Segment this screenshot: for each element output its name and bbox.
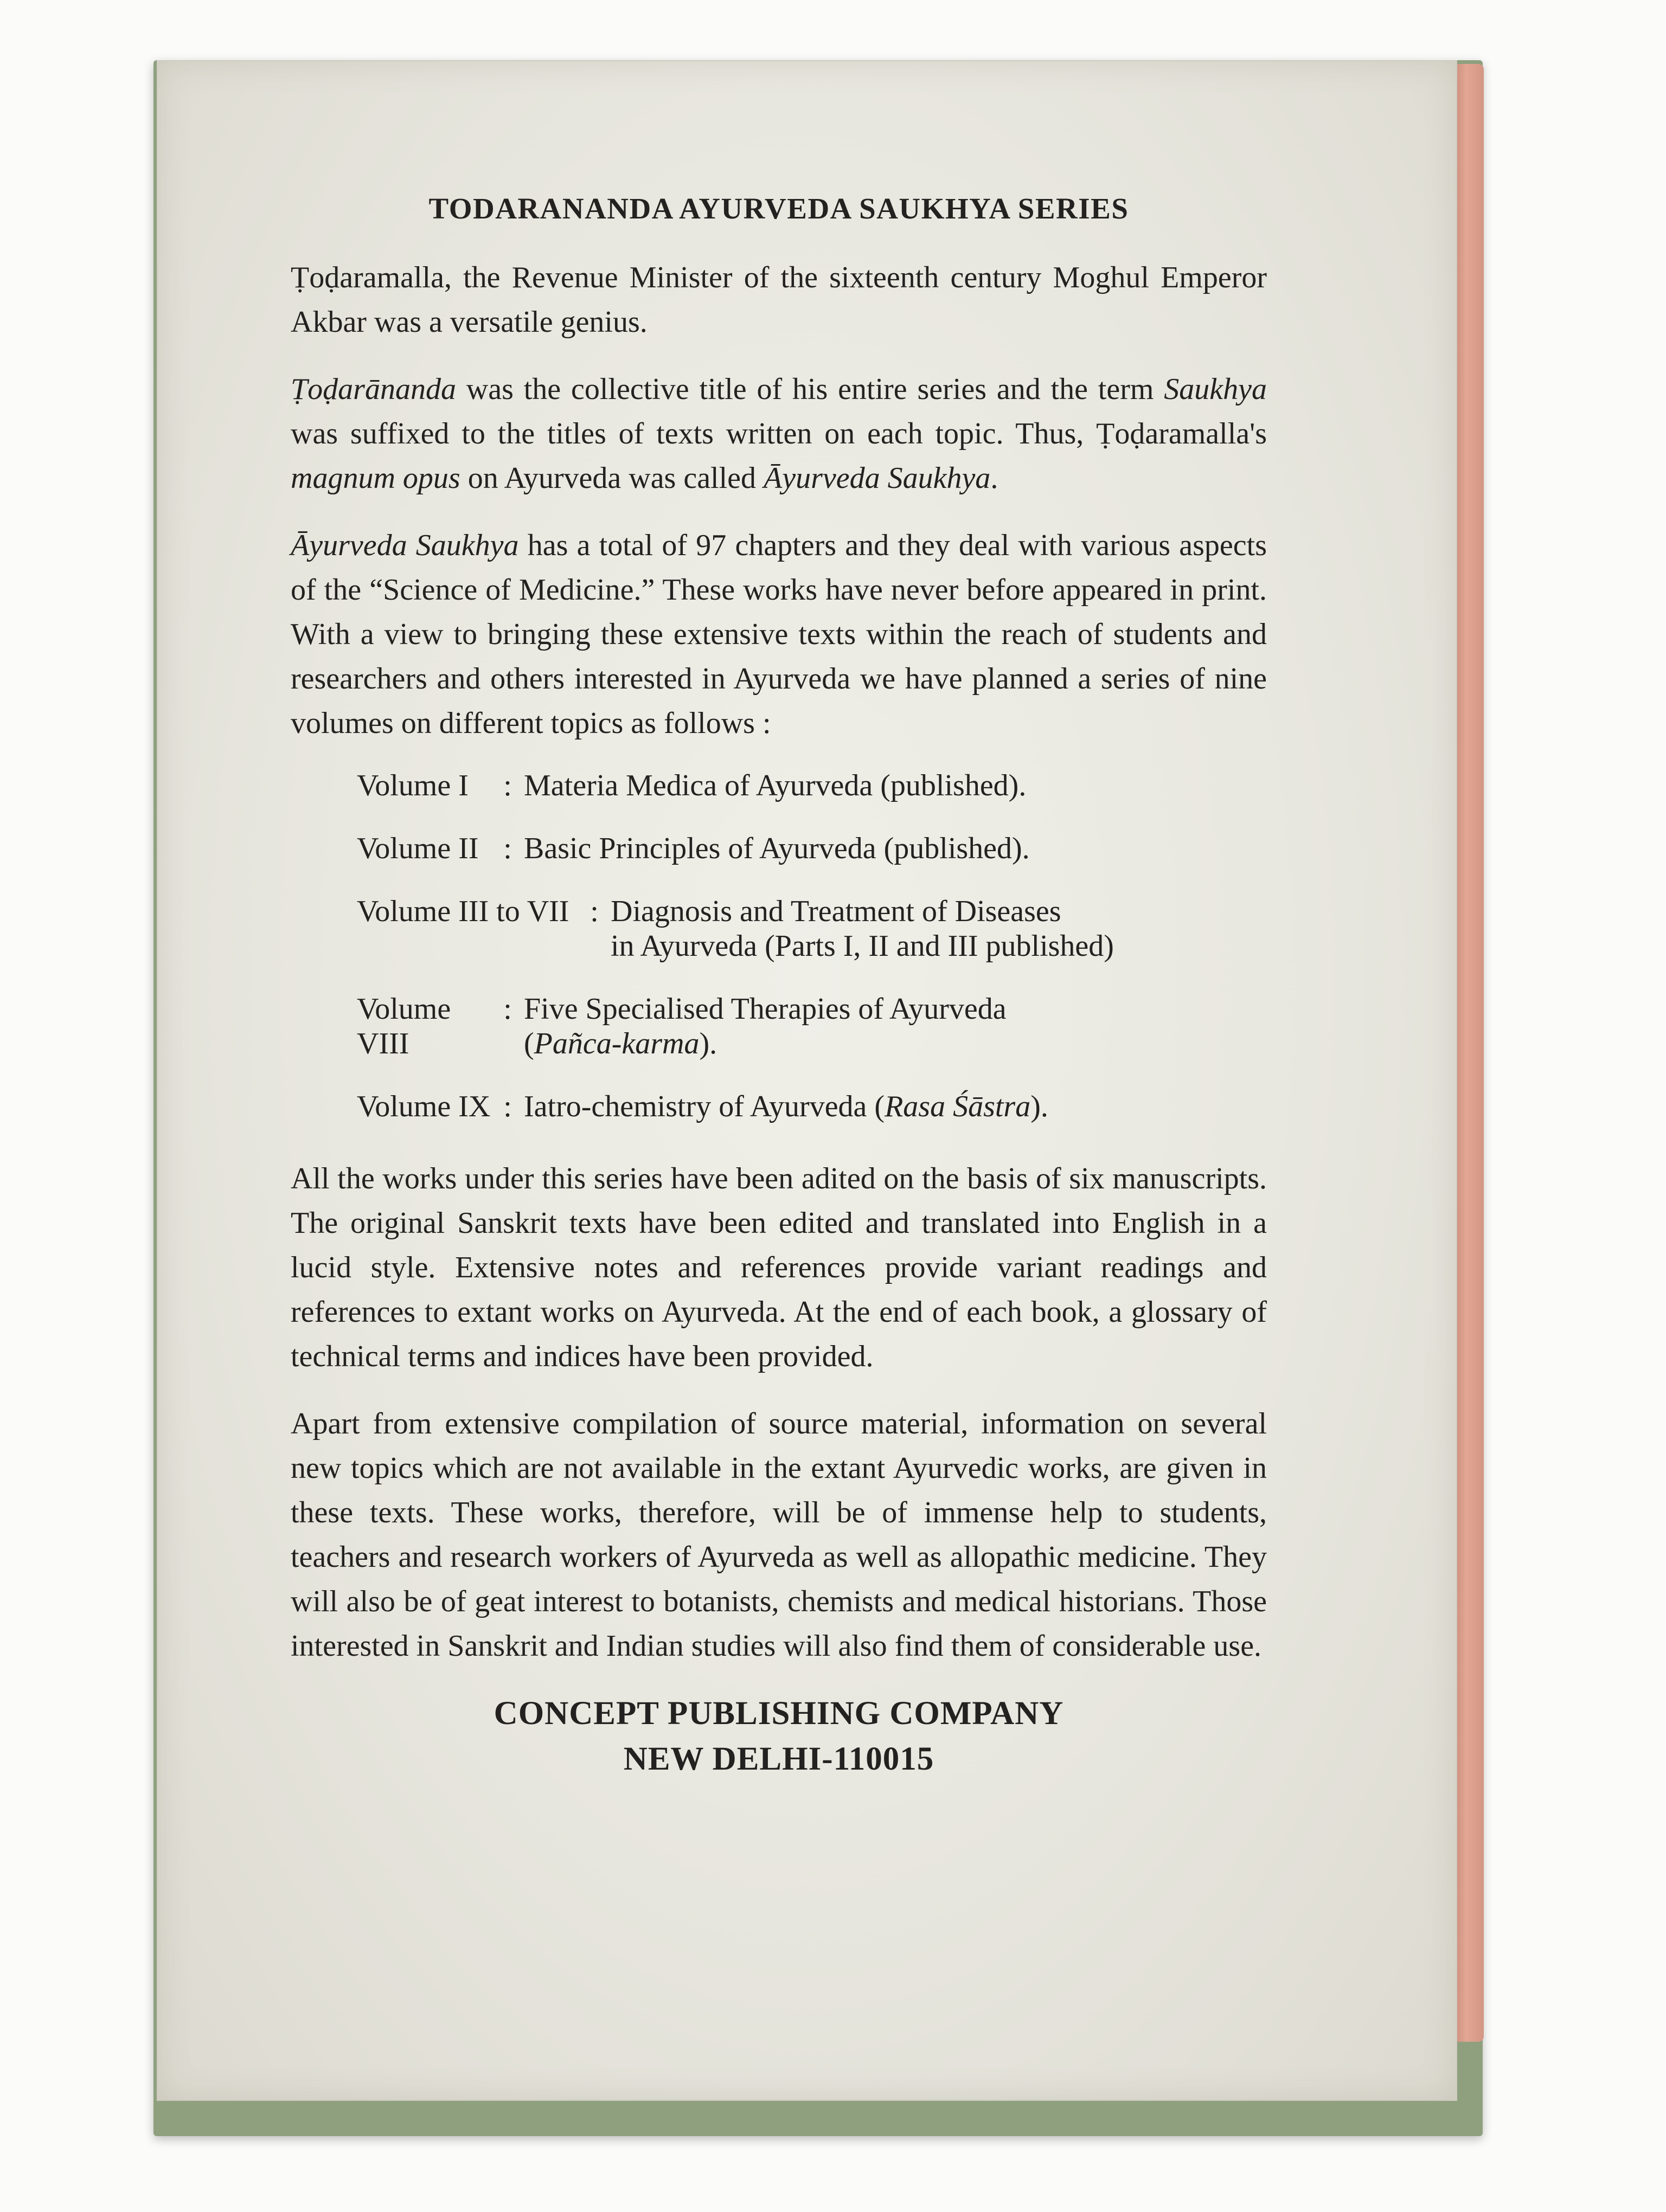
paragraph-intro: Ṭoḍaramalla, the Revenue Minister of the sixteenth century Moghul Emperor Akbar was a versatile genius. <box>291 261 1267 339</box>
publisher-block <box>291 1691 1267 1782</box>
volume-item: Volume VIII : Five Specialised Therapies of Ayurveda (Pañca-karma). <box>357 992 1007 1060</box>
volume-item: Volume IX : Iatro-chemistry of Ayurveda (Rasa Śāstra). <box>357 1090 1048 1123</box>
jacket-text <box>291 191 1267 1782</box>
paragraph-title-explanation: Ṭoḍarānanda was the collective title of his entire series and the term Saukhya was suffixed to the titles of texts written on each topic. Thus, Ṭoḍaramalla's magnum opus on Ayurveda was called Āyurveda Saukhya. <box>291 372 1267 495</box>
publisher-address: NEW DELHI-110015 <box>623 1741 934 1777</box>
volume-item: Volume I : Materia Medica of Ayurveda (published). <box>357 769 1027 802</box>
dust-jacket <box>157 60 1457 2101</box>
book-spine-edge <box>1454 64 1484 2042</box>
series-title: TODARANANDA AYURVEDA SAUKHYA SERIES <box>428 192 1129 225</box>
paragraph-audience: Apart from extensive compilation of source material, information on several new topics which are not available in the extant Ayurvedic works, are given in these texts. These works, therefore, will be of immense help to students, teachers and research workers of Ayurveda as well as allopathic medicine. They will also be of geat interest to botanists, chemists and medical historians. Those interested in Sanskrit and Indian studies will also find them of considerable use. <box>291 1407 1267 1663</box>
volume-list <box>291 768 1267 1124</box>
volume-item: Volume III to VII : Diagnosis and Treatment of Diseases in Ayurveda (Parts I, II and III published) <box>357 895 1114 963</box>
publisher-name: CONCEPT PUBLISHING COMPANY <box>494 1695 1064 1732</box>
paragraph-series-plan: Āyurveda Saukhya has a total of 97 chapters and they deal with various aspects of the “Science of Medicine.” These works have never before appeared in print. With a view to bringing these extensive texts within the reach of students and researchers and others interested in Ayurveda we have planned a series of nine volumes on different topics as follows : <box>291 529 1267 740</box>
paragraph-editing: All the works under this series have been adited on the basis of six manuscripts. The original Sanskrit texts have been edited and translated into English in a lucid style. Extensive notes and references provide variant readings and references to extant works on Ayurveda. At the end of each book, a glossary of technical terms and indices have been provided. <box>291 1162 1267 1373</box>
volume-item: Volume II : Basic Principles of Ayurveda (published). <box>357 832 1030 865</box>
